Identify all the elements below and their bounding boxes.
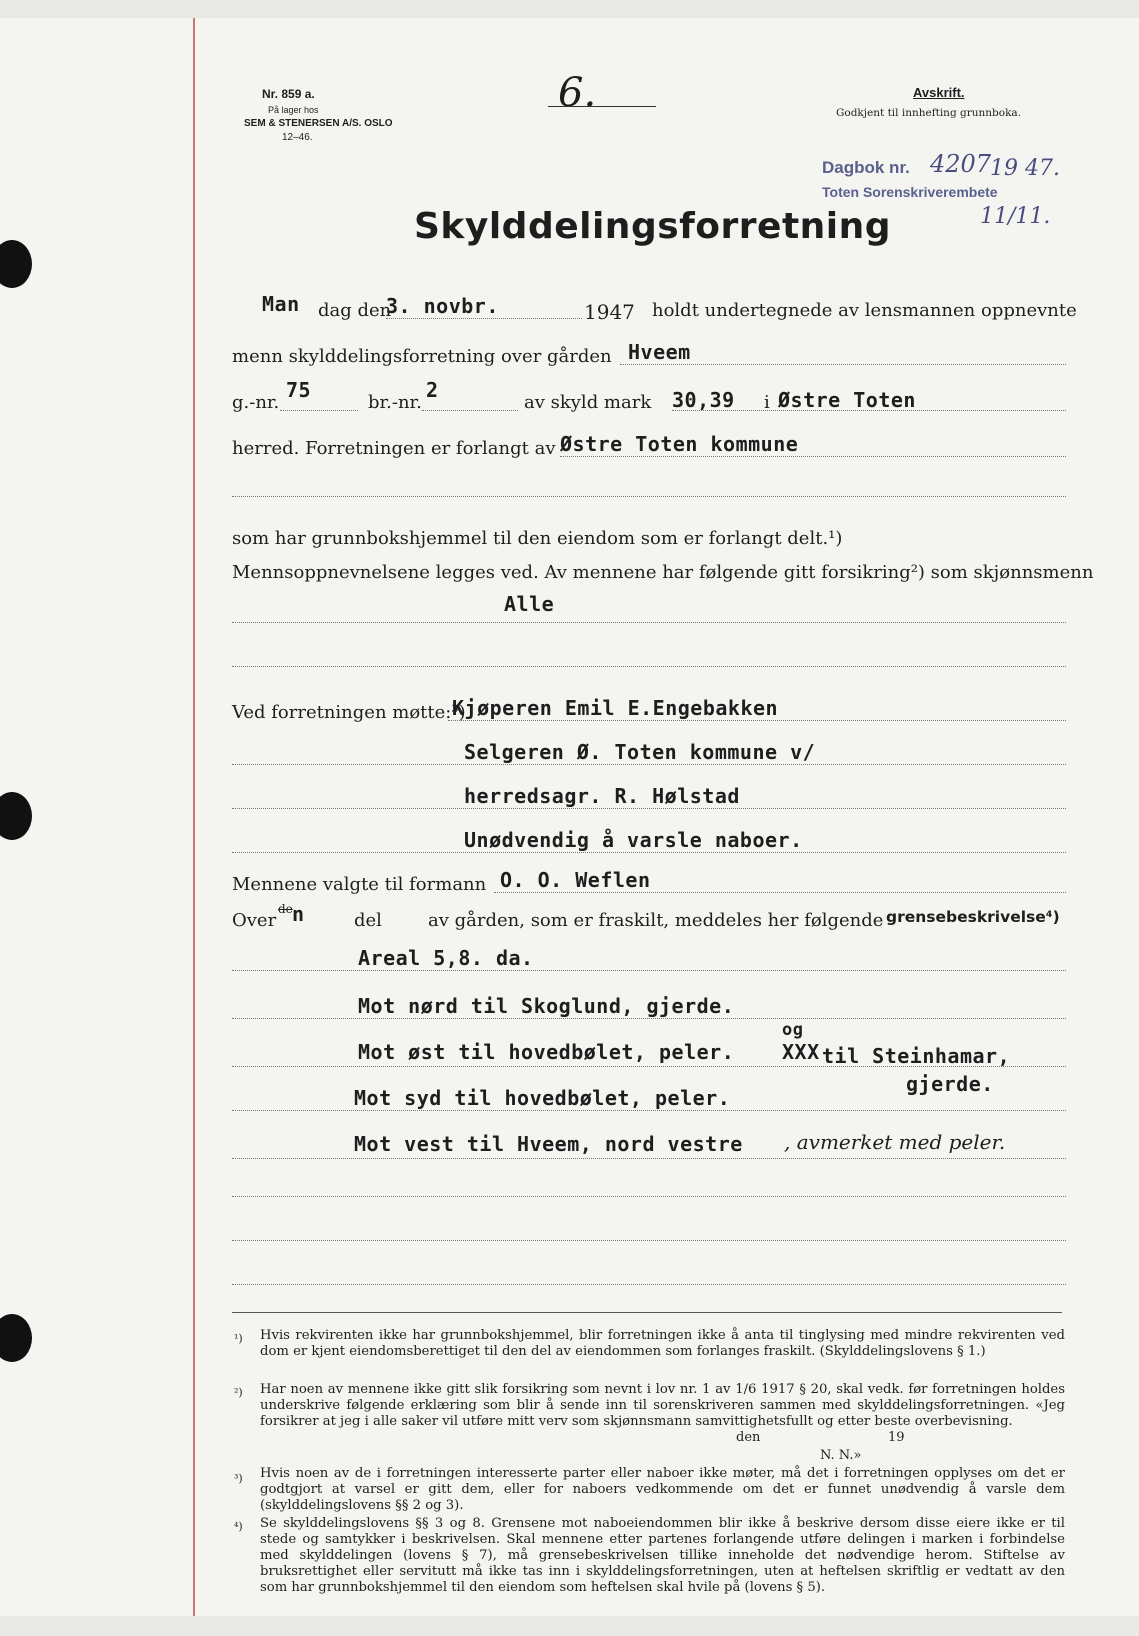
- stamp-date: 11/11.: [980, 204, 1051, 229]
- approved-text: Godkjent til innhefting grunnboka.: [836, 107, 1022, 119]
- boundary-bold: grensebeskrivelse: [886, 908, 1046, 926]
- over-text: av gården, som er fraskilt, meddeles her følgende: [428, 910, 884, 931]
- gnr-line: [280, 410, 358, 411]
- footnote-2-number: ²): [234, 1386, 243, 1399]
- document-page: [0, 18, 1139, 1616]
- i-label: i: [764, 392, 770, 413]
- chair-label: Mennene valgte til formann: [232, 874, 487, 895]
- boundary-heading: [886, 908, 1060, 926]
- footnote-2-nn: N. N.»: [820, 1448, 862, 1463]
- footnote-4-text: Se skylddelingslovens §§ 3 og 8. Grensene mot naboeiendommen blir ikke å beskrive dersom disse eiere ikke er til stede og samtykker i beskrivelsen. Skal mennene etter partenes forlangende utføre delingen i marken i forbindelse med skylddelingen (lovens § 7), må grensebeskrivelsen tillike inneholde det nødvendige herom. Stiftelse av bruksrettighet eller servitutt må ikke tas inn i skylddelingsforretningen, uten at heftelsen skriftlig er vedtatt av den som har grunnbokshjemmel til den eiendom som heftelsen skal hvile på (lovens § 5).: [260, 1516, 1065, 1595]
- insured-value: Alle: [504, 592, 555, 616]
- dagbok-label: Dagbok nr.: [822, 158, 910, 177]
- copy-label: Avskrift.: [913, 85, 965, 100]
- line2-text: menn skylddelingsforretning over gården: [232, 346, 612, 367]
- page-title: Skylddelingsforretning: [414, 206, 892, 247]
- blank-line-4: [232, 1240, 1066, 1241]
- blank-line-5: [232, 1284, 1066, 1285]
- east-tail-2: gjerde.: [906, 1072, 994, 1096]
- footnote-2-den: den: [736, 1430, 761, 1445]
- chair-line: [494, 892, 1066, 893]
- present-line-2: Selgeren Ø. Toten kommune v/: [464, 740, 816, 764]
- line3-text: som har grunnbokshjemmel til den eiendom som er forlangt delt.¹): [232, 528, 843, 549]
- requested-line: [560, 456, 1066, 457]
- printer-line2: SEM & STENERSEN A/S. OSLO: [244, 118, 393, 129]
- margin-line: [193, 18, 195, 1616]
- boundary-dots-5: [232, 1158, 1066, 1159]
- date-value: 3. novbr.: [386, 294, 499, 318]
- present-line-3: herredsagr. R. Hølstad: [464, 784, 740, 808]
- municipality-value: Østre Toten: [778, 388, 916, 412]
- page-mark-underline: [548, 106, 656, 107]
- present-dots-1: [448, 720, 1066, 721]
- part-value: n: [292, 902, 305, 926]
- boundary-line-1: Areal 5,8. da.: [358, 946, 534, 970]
- boundary-sup: ⁴): [1045, 908, 1060, 926]
- present-line-4: Unødvendig å varsle naboer.: [464, 828, 803, 852]
- gnr-label: g.-nr.: [232, 392, 280, 413]
- printer-line1: På lager hos: [268, 105, 319, 115]
- page-mark: 6.: [558, 70, 597, 116]
- line4-text: Mennsoppnevnelsene legges ved. Av mennene har følgende gitt forsikring²) som skjønnsmenn: [232, 562, 1094, 583]
- bnr-line: [422, 410, 518, 411]
- municipality-line: [672, 410, 1066, 411]
- bnr-label: br.-nr.: [368, 392, 422, 413]
- west-handwritten: , avmerket med peler.: [784, 1130, 1006, 1154]
- printer-line3: 12–46.: [282, 132, 313, 143]
- footnote-rule: [232, 1312, 1062, 1313]
- herred-text: herred. Forretningen er forlangt av: [232, 438, 556, 459]
- date-line: [386, 318, 582, 319]
- year-value: 1947: [584, 300, 635, 324]
- footnote-2-year: 19: [888, 1430, 905, 1445]
- footnote-4-number: ⁴): [234, 1520, 243, 1533]
- bnr-value: 2: [426, 378, 439, 402]
- east-og: og: [782, 1020, 804, 1040]
- requested-by-value: Østre Toten kommune: [560, 432, 799, 456]
- boundary-line-3: Mot øst til hovedbølet, peler.: [358, 1040, 735, 1064]
- boundary-dots-4: [232, 1110, 1066, 1111]
- dagbok-number: 4207: [930, 150, 992, 178]
- line1-text: holdt undertegnede av lensmannen oppnevnte: [652, 300, 1077, 321]
- footnote-3-number: ³): [234, 1472, 243, 1485]
- present-dots-2: [232, 764, 1066, 765]
- boundary-dots-2: [232, 1018, 1066, 1019]
- footnote-2-text: Har noen av mennene ikke gitt slik forsikring som nevnt i lov nr. 1 av 1/6 1917 § 20, skal vedk. før forretningen holdes underskrive følgende erklæring som blir å sende inn til sorenskriveren sammen med skylddelingsforretningen. «Jeg forsikrer at jeg i alle saker vil utføre mitt verv som skjønnsmann samvittighetsfullt og etter beste overbevisning.: [260, 1382, 1065, 1429]
- gnr-value: 75: [286, 378, 312, 402]
- over-label: Over: [232, 910, 277, 931]
- boundary-line-4: Mot syd til hovedbølet, peler.: [354, 1086, 731, 1110]
- farm-value: Hveem: [628, 340, 691, 364]
- skyld-value: 30,39: [672, 388, 735, 412]
- weekday-value: Man: [262, 292, 300, 316]
- skyld-label: av skyld mark: [524, 392, 652, 413]
- boundary-line-5: Mot vest til Hveem, nord vestre: [354, 1132, 743, 1156]
- present-dots-4: [232, 852, 1066, 853]
- over-de: de: [278, 902, 293, 916]
- footnote-3-text: Hvis noen av de i forretningen interesserte parter eller naboer ikke møter, må det i forretningen opplyses om det er godtgjort at varsel er gitt dem, eller for naboers vedkommende om det er funnet unødvendig å varsle dem (skylddelingslovens §§ 2 og 3).: [260, 1466, 1065, 1513]
- present-dots-3: [232, 808, 1066, 809]
- form-number: Nr. 859 a.: [262, 87, 315, 101]
- footnote-1-text: Hvis rekvirenten ikke har grunnbokshjemmel, blir forretningen ikke å anta til tinglysing med mindre rekvirenten ved dom er kjent eiendomsberettiget til den del av eiendommen som forlanges fraskilt. (Skylddelingslovens § 1.): [260, 1328, 1065, 1359]
- present-line-1: Kjøperen Emil E.Engebakken: [452, 696, 779, 720]
- blank-line-1: [232, 496, 1066, 497]
- office-stamp: Toten Sorenskriverembete: [822, 184, 998, 200]
- farm-line: [620, 364, 1066, 365]
- present-label: Ved forretningen møtte:³): [232, 702, 466, 723]
- footnote-1-number: ¹): [234, 1332, 243, 1345]
- boundary-dots-3: [232, 1066, 1066, 1067]
- insured-line: [232, 622, 1066, 623]
- boundary-dots-1: [232, 970, 1066, 971]
- dagbok-year: 19 47.: [990, 156, 1060, 181]
- blank-line-2: [232, 666, 1066, 667]
- del-label: del: [354, 910, 382, 931]
- chair-value: O. O. Weflen: [500, 868, 651, 892]
- blank-line-3: [232, 1196, 1066, 1197]
- east-tail: til Steinhamar,: [822, 1044, 1011, 1068]
- boundary-line-2: Mot nørd til Skoglund, gjerde.: [358, 994, 735, 1018]
- east-strike: XXX: [782, 1040, 820, 1064]
- dag-den-label: dag den: [318, 300, 392, 321]
